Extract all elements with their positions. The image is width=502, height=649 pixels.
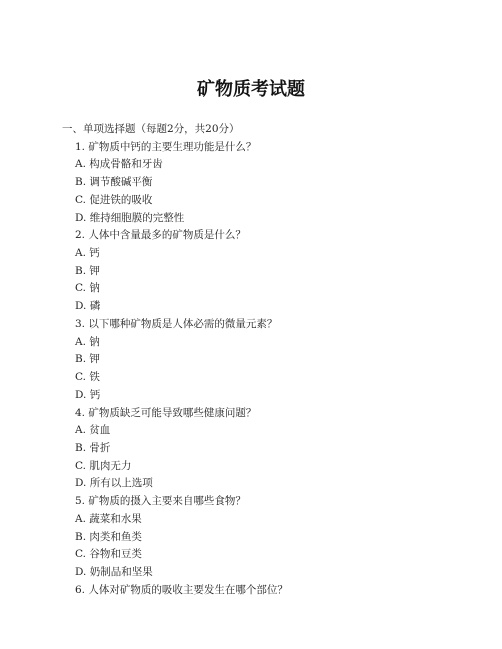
answer-option: A. 蔬菜和水果 [75,512,142,525]
question-stem: 1. 矿物质中钙的主要生理功能是什么？ [75,140,257,153]
question-stem: 5. 矿物质的摄入主要来自哪些食物？ [75,495,246,508]
answer-option: A. 钙 [75,247,100,260]
answer-option: C. 肌肉无力 [75,459,132,472]
answer-option: D. 钙 [75,388,101,401]
question-list [62,121,475,599]
answer-option: C. 铁 [75,371,100,384]
answer-option: C. 促进铁的吸收 [75,193,153,206]
question-stem: 6. 人体对矿物质的吸收主要发生在哪个部位？ [75,583,288,596]
question-stem: 2. 人体中含量最多的矿物质是什么？ [75,229,246,242]
answer-option: D. 磷 [75,300,101,313]
answer-option: B. 骨折 [75,441,111,454]
question-stem: 4. 矿物质缺乏可能导致哪些健康问题？ [75,406,257,419]
section-heading: 一、单项选择题（每题2分，共20分） [62,123,240,135]
answer-option: C. 谷物和豆类 [75,548,142,561]
answer-option: B. 调节酸碱平衡 [75,176,153,189]
document-title: 矿物质考试题 [197,79,305,100]
question-stem: 3. 以下哪种矿物质是人体必需的微量元素？ [75,317,278,330]
answer-option: D. 所有以上选项 [75,477,153,490]
answer-option: A. 构成骨骼和牙齿 [75,158,163,171]
answer-option: A. 贫血 [75,424,111,437]
answer-option: B. 肉类和鱼类 [75,530,142,543]
answer-option: B. 钾 [75,264,100,277]
answer-option: D. 奶制品和坚果 [75,565,153,578]
answer-option: C. 钠 [75,282,100,295]
answer-option: D. 维持细胞膜的完整性 [75,211,185,224]
answer-option: A. 钠 [75,335,100,348]
answer-option: B. 钾 [75,353,100,366]
